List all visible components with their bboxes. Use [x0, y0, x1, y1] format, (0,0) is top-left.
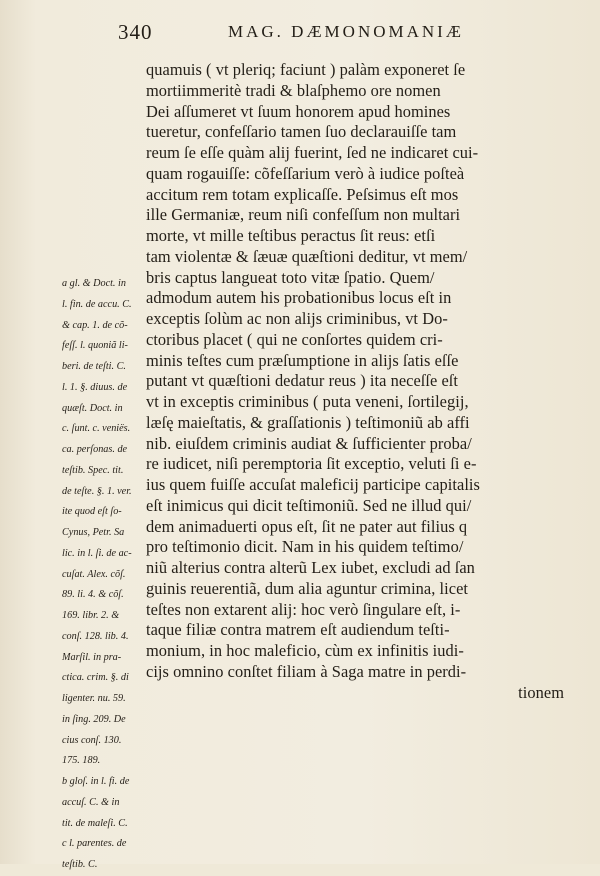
body-line: mortiimmeritè tradi & blaſphemo ore nomen	[146, 80, 441, 100]
body-line: cijs omnino conſtet filiam à Saga matre in perdi-	[146, 661, 467, 681]
body-line: ille Germaniæ, reum niſi confeſſum non multari	[146, 205, 461, 225]
margin-note-line: ca. perſonas. de	[62, 444, 128, 455]
margin-note-line: 89. li. 4. & cõſ.	[62, 589, 124, 601]
page-number: 340	[118, 20, 153, 44]
body-line: dem animaduerti opus eſt, ſit ne pater aut filius q	[146, 516, 468, 536]
body-line: taque filiæ contra matrem eſt audiendum teſti-	[146, 620, 450, 640]
margin-note-line: & cap. 1. de cõ-	[62, 319, 128, 331]
body-line: putant vt quæſtioni dedatur reus ) ita neceſſe eſt	[146, 371, 459, 391]
margin-note-line: feſſ. l. quoniã li-	[62, 340, 128, 352]
margin-note-line: teſtib. Spec. tit.	[62, 464, 124, 476]
margin-note-line: Marſil. in pra-	[62, 651, 122, 663]
margin-notes	[62, 274, 152, 876]
margin-note-line: ligenter. nu. 59.	[62, 693, 126, 704]
body-line: reum ſe eſſe quàm alij fuerint, ſed ne indicaret cui-	[146, 143, 479, 162]
margin-note-line: 175. 189.	[62, 755, 101, 767]
margin-note-line: teſtib. C.	[62, 859, 98, 870]
margin-note-line: ite quod eſt ſo-	[62, 506, 122, 518]
page-header	[118, 20, 558, 46]
body-line: tueretur, confeſſario tamen ſuo declarauiſſe tam	[146, 122, 457, 142]
margin-note-line: a gl. & Doct. in	[62, 278, 126, 289]
body-line: quam rogauiſſe: cõfeſſarium verò à iudice poſteà	[146, 163, 465, 183]
body-line: guinis reuerentiã, dum alia aguntur crimina, licet	[146, 578, 469, 598]
margin-note-line: tit. de maleſi. C.	[62, 817, 128, 829]
body-line: bris captus langueat toto vitæ ſpatio. Quem/	[146, 267, 435, 287]
running-head: MAG. DÆMONOMANIÆ	[228, 22, 464, 41]
body-line: Dei aſſumeret vt ſuum honorem apud homines	[146, 101, 451, 121]
body-line: teſtes non extarent alij: hoc verò ſingulare eſt, i-	[146, 599, 461, 619]
margin-note-line: beri. de teſti. C.	[62, 361, 126, 372]
body-line: læſę maieſtatis, & graſſationis ) teſtimoniũ ab affi	[146, 412, 470, 432]
margin-note-line: b gloſ. in l. fi. de	[62, 776, 130, 787]
margin-note-line: lic. in l. ſi. de ac-	[62, 547, 132, 559]
margin-note-line: quæſt. Doct. in	[62, 402, 123, 414]
body-line: re iudicet, niſi peremptoria ſit exceptio, veluti ſi e-	[146, 454, 477, 474]
margin-note-line: cuſat. Alex. cõſ.	[62, 568, 126, 580]
body-line: accitum rem totam explicaſſe. Peſsimus eſt mos	[146, 184, 459, 204]
margin-note-line: accuſ. C. & in	[62, 796, 120, 808]
margin-note-line: in ſing. 209. De	[62, 713, 126, 725]
body-line: admodum autem his probationibus locus eſt in	[146, 288, 452, 308]
body-text	[146, 60, 564, 703]
body-line-catchword: tionem	[518, 682, 564, 702]
margin-note-line: c l. parentes. de	[62, 838, 127, 850]
margin-note-line: conſ. 128. lib. 4.	[62, 630, 129, 642]
body-line: vt in exceptis criminibus ( puta veneni, ſortilegij,	[146, 392, 469, 411]
body-line: ctoribus placet ( qui ne conſortes quidem cri-	[146, 329, 443, 349]
body-line: pro teſtimonio dicit. Nam in his quidem teſtimo/	[146, 537, 464, 557]
body-line: minis teſtes cum præſumptione in alijs ſatis eſſe	[146, 350, 459, 370]
body-line: exceptis ſolùm ac non alijs criminibus, vt Do-	[146, 309, 448, 328]
body-line: quamuis ( vt pleriq; faciunt ) palàm exponeret ſe	[146, 60, 466, 79]
body-line: monium, in hoc maleficio, cùm ex infinitis iudi-	[146, 641, 464, 660]
body-line: tam violentæ & ſæuæ quæſtioni deditur, vt mem/	[146, 246, 468, 266]
body-line: morte, vt mille teſtibus peractus ſit reus: etſi	[146, 226, 436, 245]
margin-note-line: l. 1. §. diuus. de	[62, 381, 128, 393]
margin-note-line: 169. libr. 2. &	[62, 610, 120, 621]
body-line: nib. eiuſdem criminis audiat & ſufficienter proba/	[146, 433, 472, 453]
body-line: ius quem fuiſſe accuſat maleficij participe capitalis	[146, 475, 480, 494]
margin-note-line: cius conſ. 130.	[62, 734, 122, 746]
margin-note-line: c. ſunt. c. veniës.	[62, 423, 131, 435]
body-line: eſt inimicus qui dicit teſtimoniũ. Sed ne illud qui/	[146, 495, 472, 515]
margin-note-line: l. fin. de accu. C.	[62, 298, 132, 310]
margin-note-line: de teſte. §. 1. ver.	[62, 485, 132, 497]
margin-note-line: ctica. crim. §. di	[62, 672, 129, 684]
margin-note-line: Cynus, Petr. Sa	[62, 527, 125, 538]
body-line: niũ alterius contra alterũ Lex iubet, excludi ad ſan	[146, 558, 475, 577]
